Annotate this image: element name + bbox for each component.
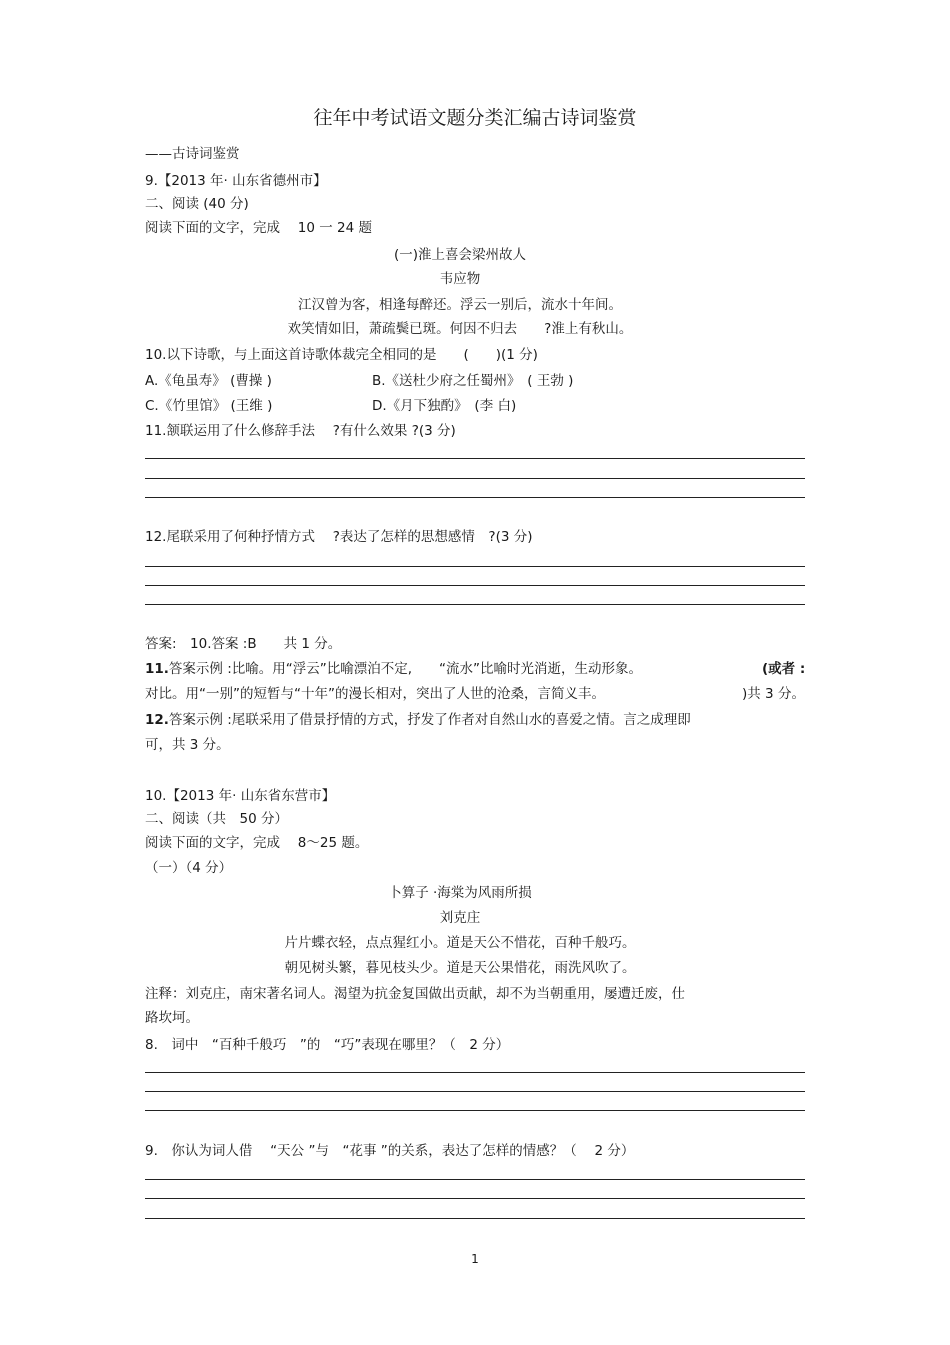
poem2-author: 刘克庄	[439, 910, 481, 926]
section1-instruction: 阅读下面的文字，完成 10 一 24 题	[145, 220, 373, 236]
answer-line	[145, 1179, 805, 1180]
answer-number: 11.	[145, 661, 169, 677]
answer-line	[145, 478, 805, 479]
question-9: 9. 你认为词人借 “天公 ”与 “花事 ”的关系，表达了怎样的情感？（ 2 分）	[145, 1143, 635, 1159]
note-line: 路坎坷。	[145, 1010, 199, 1026]
answer-label: 答案示例 :	[168, 661, 232, 677]
section2-instruction: 阅读下面的文字，完成 8～25 题。	[145, 835, 369, 851]
answer-line	[145, 1218, 805, 1219]
answer-line	[145, 1091, 805, 1092]
answer-11-alt: (或者 :	[762, 661, 806, 677]
answer-11-line2: 对比。用“一别”的短暂与“十年”的漫长相对，突出了人世的沧桑，言简义丰。	[145, 686, 605, 702]
section1-part: 二、阅读 (40 分)	[145, 196, 249, 212]
option-a: A.《龟虽寿》 (曹操 )	[145, 373, 272, 389]
poem1-line: 欢笑情如旧，萧疏鬓已斑。何因不归去 ?淮上有秋山。	[287, 321, 633, 337]
section2-sub: （一）（4 分）	[145, 860, 233, 876]
question-12: 12.尾联采用了何种抒情方式 ?表达了怎样的思想感情 ?(3 分)	[145, 529, 533, 545]
question-8: 8. 词中 “百种千般巧 ”的 “巧”表现在哪里？（ 2 分）	[145, 1037, 510, 1053]
answer-11-end: )共 3 分。	[742, 686, 805, 702]
question-11: 11.颔联运用了什么修辞手法 ?有什么效果 ?(3 分)	[145, 423, 456, 439]
answer-text: 尾联采用了借景抒情的方式，抒发了作者对自然山水的喜爱之情。言之成理即	[231, 712, 691, 728]
answer-line	[145, 1072, 805, 1073]
poem2-line: 朝见树头繁，暮见枝头少。道是天公果惜花，雨洗风吹了。	[284, 960, 636, 976]
answer-line	[145, 585, 805, 586]
option-b: B.《送杜少府之任蜀州》 ( 王勃 )	[372, 373, 574, 389]
section2-part: 二、阅读（共 50 分）	[145, 811, 288, 827]
poem1-line: 江汉曾为客，相逢每醉还。浮云一别后，流水十年间。	[298, 297, 622, 313]
answer-line	[145, 1198, 805, 1199]
section2-header: 10.【2013 年· 山东省东营市】	[145, 788, 336, 804]
answer-label: 答案示例 :	[168, 712, 232, 728]
answer-line	[145, 1110, 805, 1111]
answer-12-line2: 可，共 3 分。	[145, 737, 230, 753]
option-c: C.《竹里馆》 (王维 )	[145, 398, 273, 414]
document-subtitle: ——古诗词鉴赏	[145, 146, 240, 162]
answer-number: 12.	[145, 712, 169, 728]
answer-text: 比喻。用“浮云”比喻漂泊不定, “流水”比喻时光消逝，生动形象。	[231, 661, 643, 677]
page-number: 1	[471, 1252, 479, 1266]
poem2-title: 卜算子 ·海棠为风雨所损	[388, 885, 532, 901]
answer-12-line1	[145, 711, 691, 729]
answer-line	[145, 604, 805, 605]
poem1-author: 韦应物	[439, 271, 481, 287]
answer-11-line1	[145, 660, 642, 678]
document-title: 往年中考试语文题分类汇编古诗词鉴赏	[313, 107, 637, 129]
answer-line	[145, 458, 805, 459]
answer-10: 答案: 10.答案 :B 共 1 分。	[145, 636, 342, 652]
note-line: 注释：刘克庄，南宋著名词人。渴望为抗金复国做出贡献，却不为当朝重用，屡遭迁废，仕	[145, 986, 685, 1002]
question-10: 10.以下诗歌，与上面这首诗歌体裁完全相同的是 ( )(1 分)	[145, 347, 538, 363]
answer-line	[145, 497, 805, 498]
answer-line	[145, 566, 805, 567]
option-d: D.《月下独酌》 (李 白)	[372, 398, 517, 414]
poem2-line: 片片蝶衣轻，点点猩红小。道是天公不惜花，百种千般巧。	[284, 935, 636, 951]
section1-header: 9.【2013 年· 山东省德州市】	[145, 173, 327, 189]
poem1-title: (一)淮上喜会梁州故人	[393, 247, 527, 263]
